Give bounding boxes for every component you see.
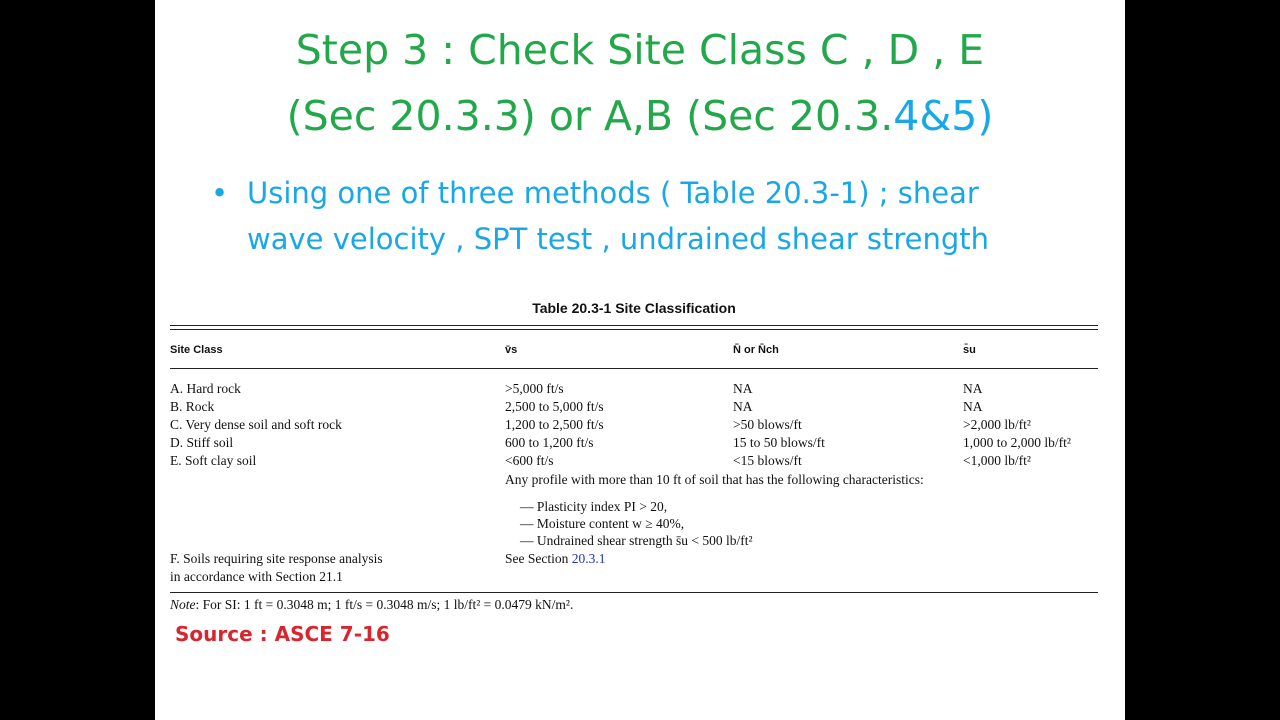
table-caption: Table 20.3-1 Site Classification: [532, 300, 736, 316]
site-class-cell: D. Stiff soil: [170, 435, 234, 450]
title-line-2-highlight: 4&5): [893, 92, 994, 140]
note-text: : For SI: 1 ft = 0.3048 m; 1 ft/s = 0.3048 m/s; 1 lb/ft² = 0.0479 kN/m².: [195, 597, 574, 612]
slide-title-line-1: Step 3 : Check Site Class C , D , E: [295, 26, 985, 74]
vs-cell: 2,500 to 5,000 ft/s: [505, 399, 604, 414]
bullet-text-line-2: wave velocity , SPT test , undrained shear strength: [247, 222, 990, 256]
bullet-text-line-1: Using one of three methods ( Table 20.3-1) ; shear: [247, 176, 979, 210]
section-link[interactable]: 20.3.1: [571, 551, 606, 566]
su-cell: NA: [963, 381, 983, 396]
class-e-note: Any profile with more than 10 ft of soil that has the following characteristics:: [505, 472, 924, 487]
class-e-criterion: — Moisture content w ≥ 40%,: [520, 516, 685, 531]
site-class-cell: B. Rock: [170, 399, 215, 414]
table-bottom-rule: [170, 592, 1098, 593]
bullet-icon: •: [211, 176, 229, 210]
site-class-f-line-1: F. Soils requiring site response analysis: [170, 551, 383, 566]
slide-title-line-2: [155, 86, 1125, 146]
table-top-rule-double: [170, 329, 1098, 330]
n-cell: 15 to 50 blows/ft: [733, 435, 825, 450]
class-e-criterion: — Undrained shear strength s̄u < 500 lb/ft²: [520, 533, 753, 548]
bullet-text: [247, 170, 1107, 262]
note-label: Note: [170, 597, 196, 612]
table-header-rule: [170, 368, 1098, 369]
header-site-class: Site Class: [170, 344, 223, 356]
n-cell: NA: [733, 399, 753, 414]
header-undrained-shear-strength: s̄u: [963, 344, 976, 356]
site-class-cell: C. Very dense soil and soft rock: [170, 417, 342, 432]
n-cell: <15 blows/ft: [733, 453, 802, 468]
n-cell: NA: [733, 381, 753, 396]
vs-cell: <600 ft/s: [505, 453, 554, 468]
su-cell: >2,000 lb/ft²: [963, 417, 1031, 432]
vs-cell: 600 to 1,200 ft/s: [505, 435, 594, 450]
vs-cell: 1,200 to 2,500 ft/s: [505, 417, 604, 432]
su-cell: NA: [963, 399, 983, 414]
title-line-2-main: (Sec 20.3.3) or A,B (Sec 20.3.: [286, 92, 894, 140]
site-class-cell: A. Hard rock: [170, 381, 241, 396]
slide: [155, 0, 1125, 720]
header-spt-blow-count: N̄ or N̄ch: [733, 344, 779, 356]
site-class-cell: E. Soft clay soil: [170, 453, 257, 468]
su-cell: 1,000 to 2,000 lb/ft²: [963, 435, 1071, 450]
table-top-rule: [170, 325, 1098, 326]
site-class-f-reference: [505, 550, 606, 568]
su-cell: <1,000 lb/ft²: [963, 453, 1031, 468]
site-class-f-line-2: in accordance with Section 21.1: [170, 569, 343, 584]
class-e-criterion: — Plasticity index PI > 20,: [520, 499, 668, 514]
n-cell: >50 blows/ft: [733, 417, 802, 432]
source-citation: Source : ASCE 7-16: [175, 622, 390, 646]
vs-cell: >5,000 ft/s: [505, 381, 564, 396]
see-section-text: See Section: [505, 551, 572, 566]
table-note: [170, 597, 573, 613]
header-shear-wave-velocity: v̄s: [505, 344, 518, 356]
